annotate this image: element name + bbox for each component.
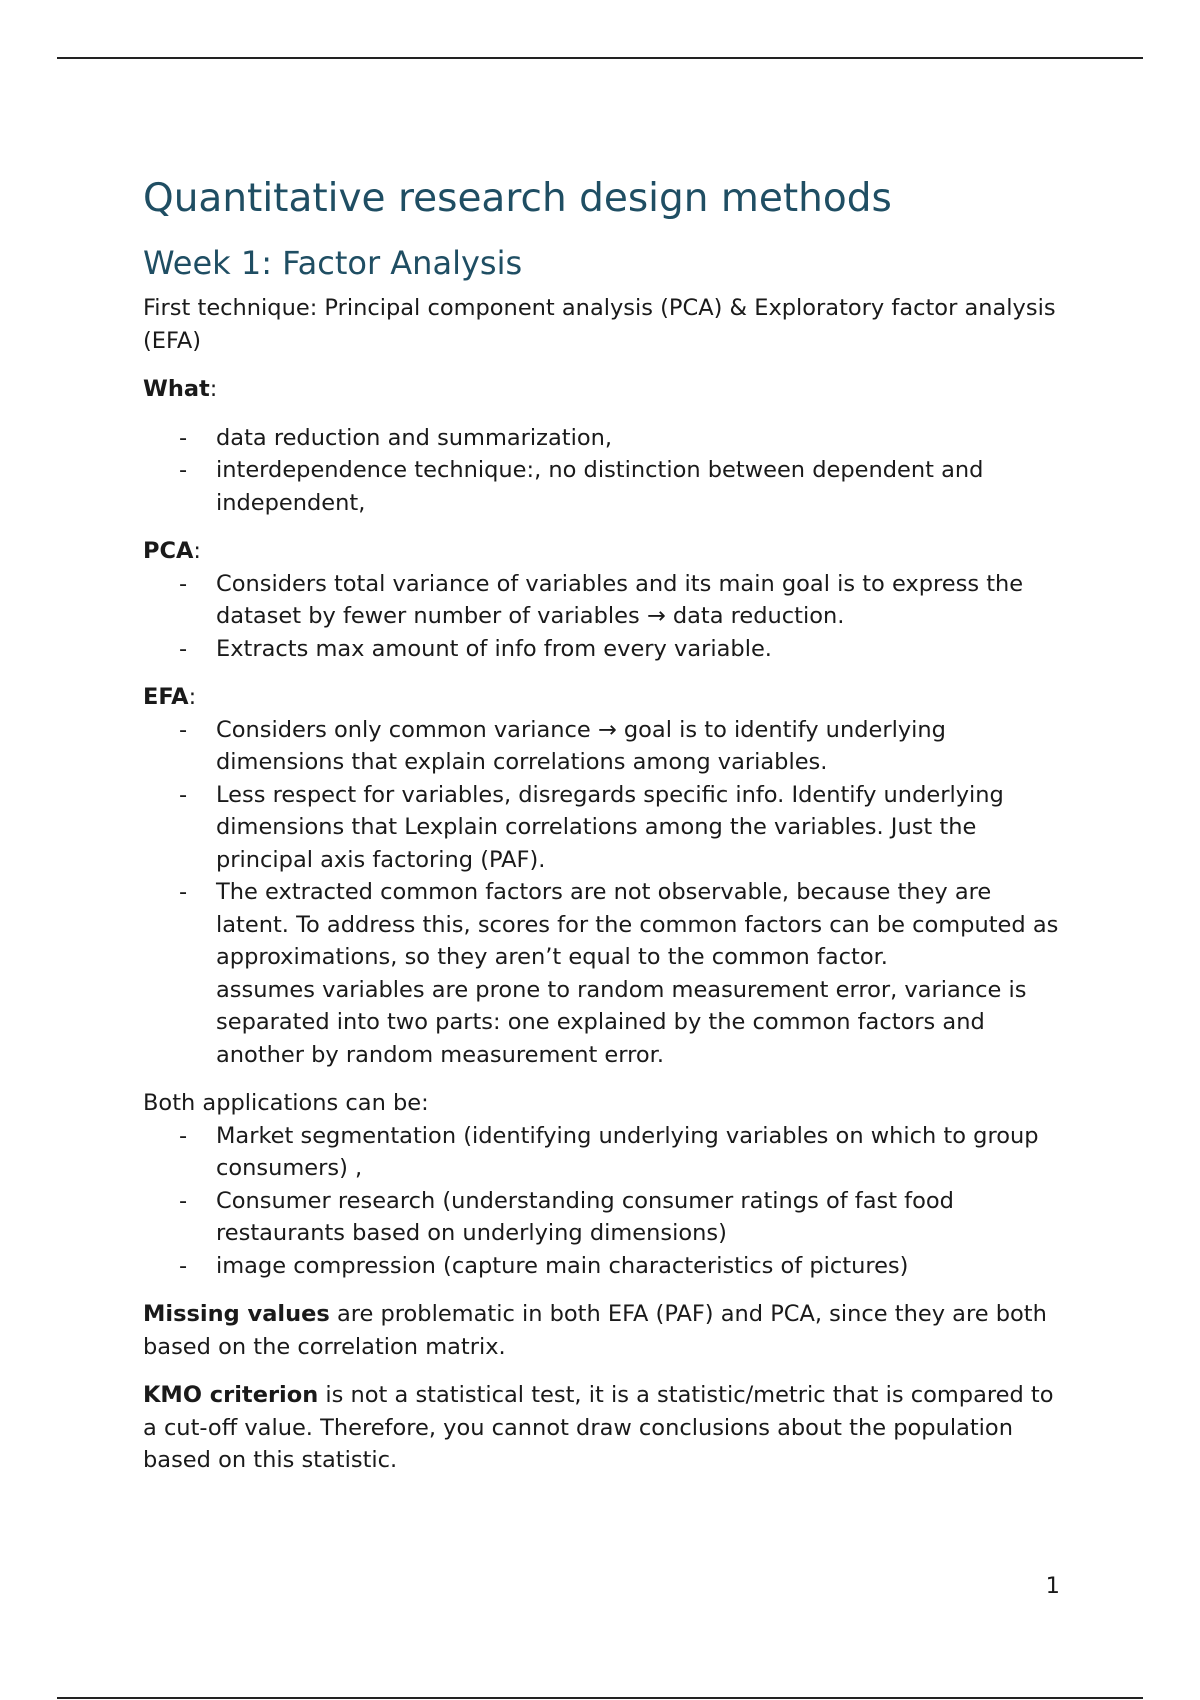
missing-values-paragraph: Missing values are problematic in both EFA (PAF) and PCA, since they are both based on the correlation matrix. xyxy=(143,1301,1047,1360)
list-item: - Extracts max amount of info from every variable. xyxy=(179,635,772,662)
document-title: Quantitative research design methods xyxy=(143,176,892,221)
list-item: - Less respect for variables, disregards specific info. Identify underlying dimensions that Lexplain correlations among the variables. Just the principal axis factoring (PAF). xyxy=(179,781,1004,873)
list-item: - The extracted common factors are not observable, because they are latent. To address this, scores for the common factors can be computed as approximations, so they aren’t equal to the common factor. xyxy=(179,879,1059,970)
list-item: - Considers total variance of variables and its main goal is to express the dataset by fewer number of variables → data reduction. xyxy=(179,570,1024,629)
pca-heading: PCA: xyxy=(143,538,202,564)
what-heading: What: xyxy=(143,376,218,402)
list-item: - image compression (capture main characteristics of pictures) xyxy=(179,1252,909,1279)
list-item: - data reduction and summarization, xyxy=(179,424,613,451)
efa-list xyxy=(143,714,1063,974)
list-item: - Market segmentation (identifying underlying variables on which to group consumers) , xyxy=(179,1122,1039,1181)
applications-intro: Both applications can be: xyxy=(143,1090,429,1116)
applications-list xyxy=(143,1120,1063,1283)
list-item: - Considers only common variance → goal is to identify underlying dimensions that explain correlations among variables. xyxy=(179,716,946,775)
intro-paragraph: First technique: Principal component analysis (PCA) & Exploratory factor analysis (EFA) xyxy=(143,295,1056,354)
list-item: - Consumer research (understanding consumer ratings of fast food restaurants based on underlying dimensions) xyxy=(179,1187,954,1246)
what-list xyxy=(143,422,1063,520)
document-page xyxy=(143,175,1063,1477)
efa-heading: EFA: xyxy=(143,684,197,710)
header-rule xyxy=(57,57,1143,59)
list-item: - interdependence technique:, no distinction between dependent and independent, xyxy=(179,457,984,516)
footer-rule xyxy=(57,1697,1143,1699)
pca-list xyxy=(143,568,1063,666)
page-number: 1 xyxy=(1045,1573,1060,1599)
efa-continuation: assumes variables are prone to random measurement error, variance is separated into two parts: one explained by the common factors and another by random measurement error. xyxy=(216,976,1027,1068)
kmo-paragraph: KMO criterion is not a statistical test, it is a statistic/metric that is compared to a cut-off value. Therefore, you cannot draw conclusions about the population based on this statistic. xyxy=(143,1382,1054,1473)
week-heading: Week 1: Factor Analysis xyxy=(143,244,523,282)
